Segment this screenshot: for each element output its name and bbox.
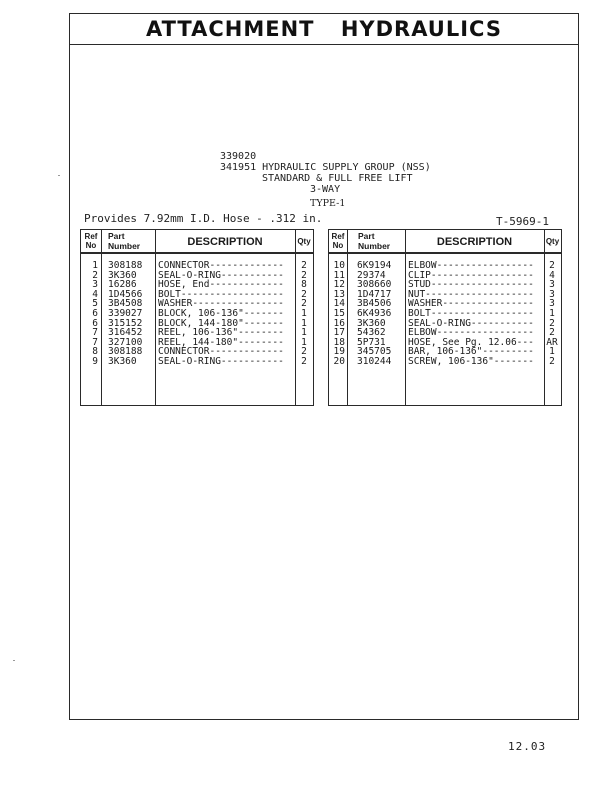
header-no-label: No bbox=[332, 241, 344, 250]
part-number: 316452 bbox=[108, 327, 143, 339]
ref-number: 14 bbox=[333, 298, 345, 310]
scan-speck bbox=[13, 660, 15, 661]
quantity: 1 bbox=[549, 307, 555, 319]
header-part-label: Part bbox=[358, 231, 375, 241]
part-description: SEAL-O-RING----------- bbox=[158, 269, 284, 281]
part-description: BOLT------------------ bbox=[158, 288, 284, 300]
ref-number: 10 bbox=[333, 260, 345, 271]
quantity: 2 bbox=[301, 288, 307, 300]
quantity: 2 bbox=[301, 269, 307, 281]
part-description: WASHER---------------- bbox=[158, 298, 284, 310]
part-number: 315152 bbox=[108, 317, 143, 329]
part-number: 6K4936 bbox=[357, 307, 392, 319]
quantity: 2 bbox=[301, 346, 307, 358]
header-part-number bbox=[358, 232, 390, 251]
page-title: ATTACHMENT HYDRAULICS bbox=[146, 17, 502, 41]
part-number: 16286 bbox=[108, 279, 137, 291]
header-part-label: Part bbox=[108, 231, 125, 241]
part-number: 1D4717 bbox=[357, 288, 392, 300]
scan-speck bbox=[58, 175, 60, 176]
quantity: 1 bbox=[549, 346, 555, 358]
header-qty: Qty bbox=[545, 237, 560, 246]
header-number-label: Number bbox=[358, 240, 391, 251]
ref-number: 3 bbox=[92, 279, 98, 291]
table-row bbox=[329, 357, 561, 367]
page-header bbox=[70, 14, 578, 45]
part-description: ELBOW----------------- bbox=[408, 327, 534, 339]
part-number: 308660 bbox=[357, 279, 392, 291]
ref-number: 17 bbox=[333, 327, 345, 339]
quantity: 2 bbox=[549, 317, 555, 329]
part-description: CONNECTOR------------- bbox=[158, 260, 284, 271]
part-number: 327100 bbox=[108, 336, 143, 348]
part-description: BOLT------------------ bbox=[408, 307, 534, 319]
ref-number: 13 bbox=[333, 288, 345, 300]
part-number: 3B4508 bbox=[108, 298, 143, 310]
quantity: AR bbox=[546, 336, 558, 348]
header-ref-label: Ref bbox=[84, 232, 98, 241]
part-description: NUT------------------- bbox=[408, 288, 534, 300]
quantity: 3 bbox=[549, 288, 555, 300]
part-number: 339027 bbox=[108, 307, 143, 319]
header-ref-no bbox=[330, 232, 346, 250]
header-number-label: Number bbox=[108, 240, 141, 251]
part-description: SEAL-O-RING----------- bbox=[158, 355, 284, 367]
group-configuration: 3-WAY bbox=[310, 184, 341, 195]
ref-number: 1 bbox=[92, 260, 98, 271]
ref-number: 7 bbox=[92, 327, 98, 339]
hose-caption: Provides 7.92mm I.D. Hose - .312 in. bbox=[84, 212, 323, 225]
header-no-label: No bbox=[85, 241, 97, 250]
group-type: TYPE-1 bbox=[310, 198, 346, 209]
quantity: 1 bbox=[301, 307, 307, 319]
ref-number: 15 bbox=[333, 307, 345, 319]
ref-number: 16 bbox=[333, 317, 345, 329]
part-number: 3K360 bbox=[108, 269, 137, 281]
part-description: BLOCK, 106-136"------- bbox=[158, 307, 284, 319]
quantity: 3 bbox=[549, 279, 555, 291]
ref-number: 4 bbox=[92, 288, 98, 300]
quantity: 1 bbox=[301, 327, 307, 339]
part-description: REEL, 106-136"-------- bbox=[158, 327, 284, 339]
part-number: 3B4506 bbox=[357, 298, 392, 310]
part-description: CONNECTOR------------- bbox=[158, 346, 284, 358]
part-description: WASHER---------------- bbox=[408, 298, 534, 310]
part-number: 308188 bbox=[108, 260, 143, 271]
ref-number: 5 bbox=[92, 298, 98, 310]
ref-number: 7 bbox=[92, 336, 98, 348]
part-description: CLIP------------------ bbox=[408, 269, 534, 281]
ref-number: 20 bbox=[333, 355, 345, 367]
table-body bbox=[81, 261, 313, 367]
header-description: DESCRIPTION bbox=[187, 236, 263, 248]
quantity: 2 bbox=[549, 260, 555, 271]
part-description: STUD------------------ bbox=[408, 279, 534, 291]
page-number: 12.03 bbox=[508, 740, 547, 753]
group-part-number: 339020 bbox=[220, 151, 257, 162]
part-description: SCREW, 106-136"------- bbox=[408, 355, 534, 367]
part-number: 54362 bbox=[357, 327, 386, 339]
quantity: 2 bbox=[301, 355, 307, 367]
part-description: REEL, 144-180"-------- bbox=[158, 336, 284, 348]
part-number: 6K9194 bbox=[357, 260, 392, 271]
ref-number: 2 bbox=[92, 269, 98, 281]
ref-number: 11 bbox=[333, 269, 345, 281]
part-description: BLOCK, 144-180"------- bbox=[158, 317, 284, 329]
part-description: HOSE, See Pg. 12.06--- bbox=[408, 336, 534, 348]
part-number: 29374 bbox=[357, 269, 386, 281]
table-header-row bbox=[81, 230, 313, 254]
quantity: 1 bbox=[301, 336, 307, 348]
header-ref-label: Ref bbox=[331, 232, 345, 241]
ref-number: 19 bbox=[333, 346, 345, 358]
part-number: 310244 bbox=[357, 355, 392, 367]
part-description: SEAL-O-RING----------- bbox=[408, 317, 534, 329]
quantity: 8 bbox=[301, 279, 307, 291]
parts-table-left bbox=[80, 229, 314, 406]
ref-number: 12 bbox=[333, 279, 345, 291]
quantity: 2 bbox=[301, 298, 307, 310]
part-number: 345705 bbox=[357, 346, 392, 358]
group-subtitle: STANDARD & FULL FREE LIFT bbox=[262, 173, 413, 184]
parts-table-right bbox=[328, 229, 562, 406]
figure-reference: T-5969-1 bbox=[496, 215, 549, 228]
header-part-number bbox=[108, 232, 140, 251]
group-title: 341951 HYDRAULIC SUPPLY GROUP (NSS) bbox=[220, 162, 431, 173]
part-description: ELBOW----------------- bbox=[408, 260, 534, 271]
part-number: 1D4566 bbox=[108, 288, 143, 300]
part-description: BAR, 106-136"--------- bbox=[408, 346, 534, 358]
ref-number: 9 bbox=[92, 355, 98, 367]
ref-number: 18 bbox=[333, 336, 345, 348]
part-description: HOSE, End------------- bbox=[158, 279, 284, 291]
table-body bbox=[329, 261, 561, 367]
table-row bbox=[81, 357, 313, 367]
header-description: DESCRIPTION bbox=[436, 236, 513, 248]
ref-number: 8 bbox=[92, 346, 98, 358]
quantity: 2 bbox=[301, 260, 307, 271]
quantity: 1 bbox=[301, 317, 307, 329]
part-number: 3K360 bbox=[108, 355, 137, 367]
quantity: 4 bbox=[549, 269, 555, 281]
part-number: 3K360 bbox=[357, 317, 386, 329]
part-number: 5P731 bbox=[357, 336, 386, 348]
quantity: 3 bbox=[549, 298, 555, 310]
quantity: 2 bbox=[549, 355, 555, 367]
header-qty: Qty bbox=[297, 237, 311, 246]
ref-number: 6 bbox=[92, 317, 98, 329]
table-header-row bbox=[329, 230, 561, 254]
quantity: 2 bbox=[549, 327, 555, 339]
part-number: 308188 bbox=[108, 346, 143, 358]
header-ref-no bbox=[82, 232, 100, 250]
ref-number: 6 bbox=[92, 307, 98, 319]
